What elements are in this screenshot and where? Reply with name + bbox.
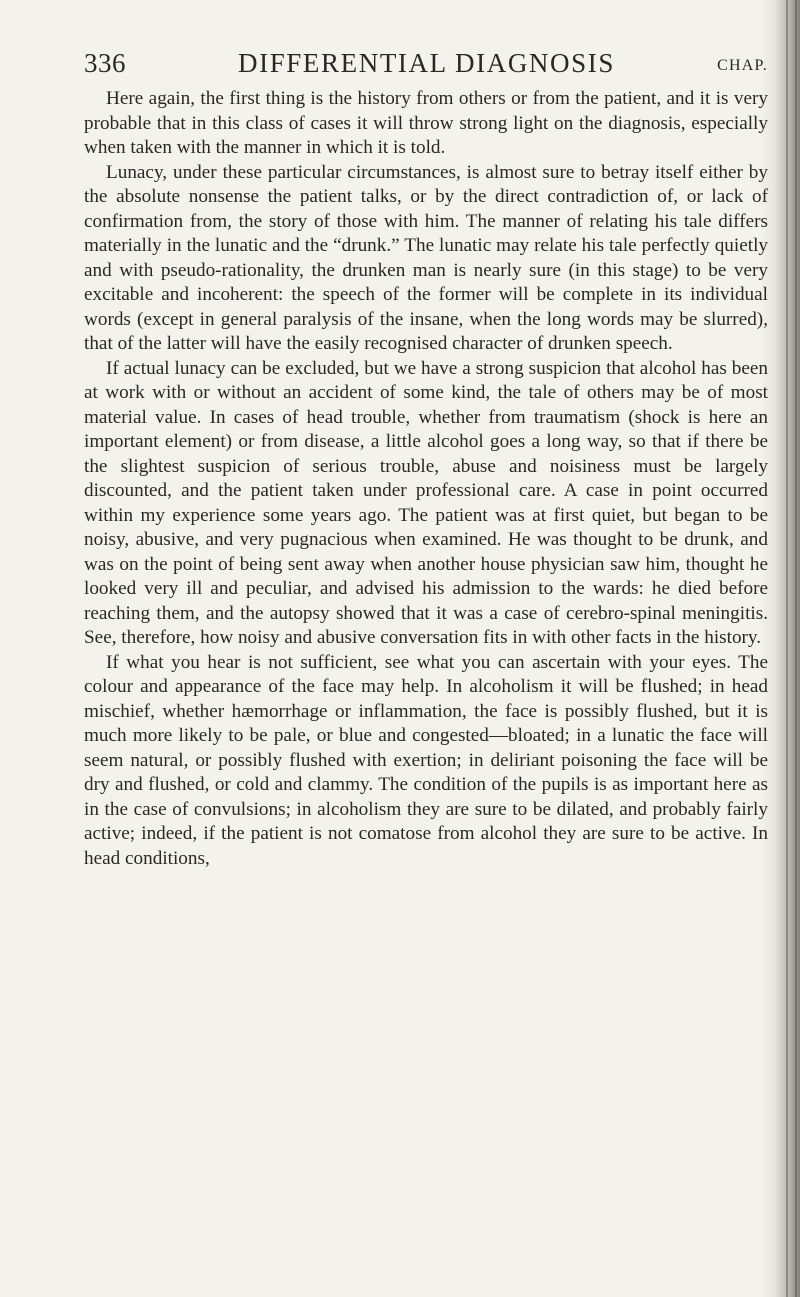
- running-title: DIFFERENTIAL DIAGNOSIS: [238, 48, 615, 78]
- paragraph: Lunacy, under these particular circumstances, is almost sure to betray itself either by the absolute nonsense the patient talks, or by the direct contradiction of, or lack of confirmation from, the story of those with him. The manner of relating his tale differs materially in the lunatic and the “drunk.” The lunatic may relate his tale perfectly quietly and with pseudo-rationality, the drunken man is nearly sure (in this stage) to be very excitable and incoherent: the speech of the former will be complete in its individual words (except in general paralysis of the insane, when the long words may be slurred), that of the latter will have the easily recognised character of drunken speech.: [84, 161, 768, 354]
- paragraph: If actual lunacy can be excluded, but we have a strong suspicion that alcohol has been at work with or without an accident of some kind, the tale of others may be of most material value. In cases of head trouble, whether from traumatism (shock is here an important element) or from disease, a little alcohol goes a long way, so that if there be the slightest suspicion of serious trouble, abuse and noisiness must be largely discounted, and the patient taken under professional care. A case in point occurred within my experience some years ago. The patient was at first quiet, but began to be noisy, abusive, and very pugnacious when examined. He was thought to be drunk, and was on the point of being sent away when another house physician saw him, thought he looked very ill and peculiar, and advised his admission to the wards: he died before reaching them, and the autopsy showed that it was a case of cerebro-spinal meningitis. See, therefore, how noisy and abusive conversation fits in with other facts in the history.: [84, 357, 768, 648]
- chapter-abbreviation: CHAP.: [717, 57, 768, 74]
- paragraph: If what you hear is not sufficient, see what you can ascertain with your eyes. The colour and appearance of the face may help. In alcoholism it will be flushed; in head mischief, whether hæmorrhage or inflammation, the face is possibly flushed, but it is much more likely to be pale, or blue and congested—bloated; in a lunatic the face will seem natural, or possibly flushed with exertion; in deliriant poisoning the face will be dry and flushed, or cold and clammy. The condition of the pupils is as important here as in the case of convulsions; in alcoholism they are sure to be dilated, and probably fairly active; indeed, if the patient is not comatose from alcohol they are sure to be active. In head conditions,: [84, 651, 768, 869]
- page-edge-shadow: [786, 0, 788, 1297]
- body-text: [84, 87, 768, 871]
- paragraph: Here again, the first thing is the history from others or from the patient, and it is very probable that in this class of cases it will throw strong light on the diagnosis, especially when taken with the manner in which it is told.: [84, 88, 768, 158]
- page-number: 336: [84, 48, 126, 78]
- page-edge-shadow: [795, 0, 797, 1297]
- page-header: [84, 48, 768, 84]
